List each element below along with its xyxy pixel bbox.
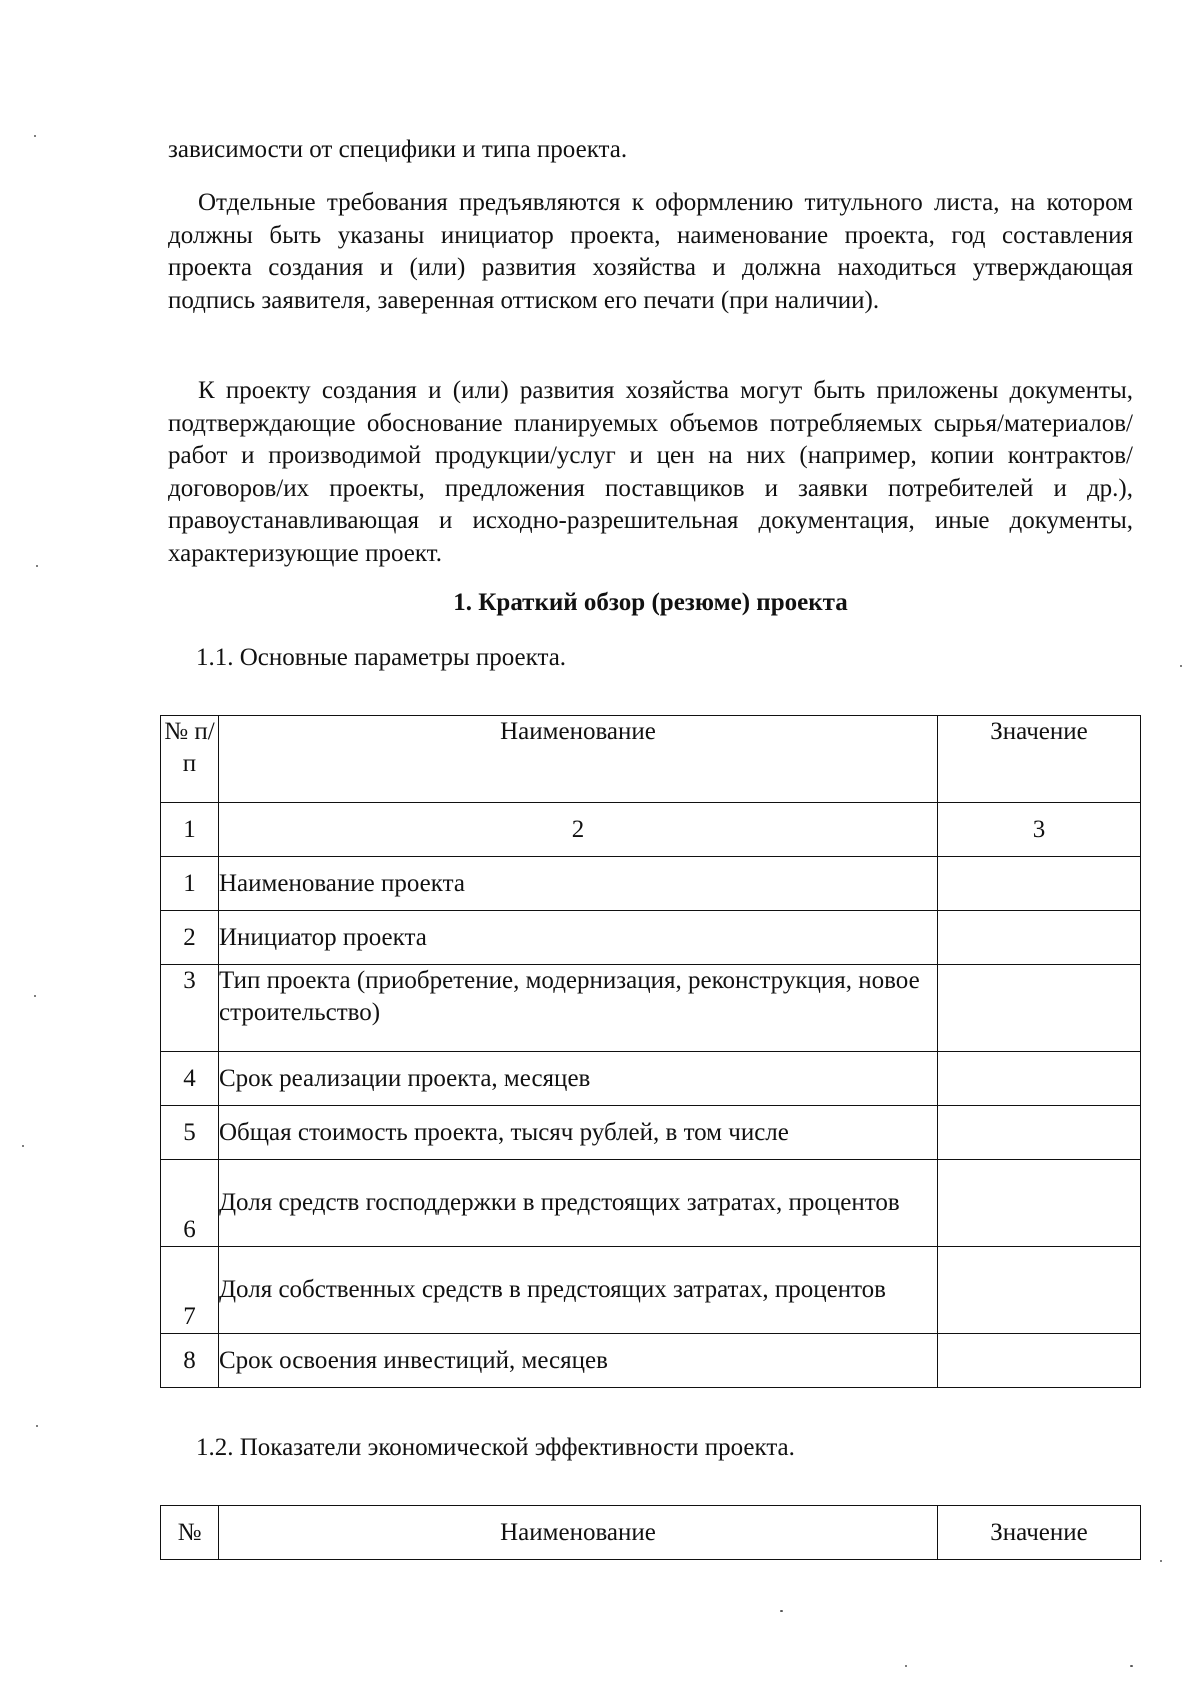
- row-value: [938, 1160, 1141, 1247]
- scan-speck: [780, 1610, 783, 1612]
- paragraph-title-page-requirements: Отдельные требования предъявляются к оформлению титульного листа, на котором должны быть указаны инициатор проекта, наименование проекта, год составления проекта создания и (или) развития хозяйства и должна находиться утверждающая подпись заявителя, заверенная оттиском его печати (при наличии).: [168, 189, 1133, 314]
- scan-speck: [1160, 1560, 1162, 1562]
- scan-speck: [1130, 1665, 1133, 1667]
- row-value: [938, 1106, 1141, 1160]
- row-num: 8: [161, 1334, 219, 1388]
- colnum-cell: 2: [219, 803, 938, 857]
- subsection-1-1-label: 1.1. Основные параметры проекта.: [196, 644, 567, 671]
- row-name: Инициатор проекта: [219, 911, 938, 965]
- row-value: [938, 911, 1141, 965]
- row-name: Доля собственных средств в предстоящих затратах, процентов: [219, 1247, 938, 1334]
- subsection-1-2-label: 1.2. Показатели экономической эффективности проекта.: [196, 1434, 795, 1461]
- table-row: [161, 1247, 1141, 1334]
- row-num: 5: [161, 1106, 219, 1160]
- section-heading: 1. Краткий обзор (резюме) проекта: [453, 589, 848, 616]
- row-value: [938, 1334, 1141, 1388]
- scan-speck: [1180, 665, 1182, 667]
- paragraph-continuation: зависимости от специфики и типа проекта.: [168, 136, 628, 163]
- table-row: [161, 1052, 1141, 1106]
- table-row: [161, 1160, 1141, 1247]
- row-num: 1: [161, 857, 219, 911]
- header-cell-num: № п/п: [161, 716, 219, 803]
- header-cell-num: №: [161, 1506, 219, 1560]
- header-cell-name: Наименование: [219, 1506, 938, 1560]
- parameters-table: [160, 715, 1141, 1388]
- header-cell-value: Значение: [938, 1506, 1141, 1560]
- row-value: [938, 1052, 1141, 1106]
- row-name: Срок освоения инвестиций, месяцев: [219, 1334, 938, 1388]
- table-header-row: [161, 716, 1141, 803]
- table-row: [161, 857, 1141, 911]
- scan-speck: [34, 135, 36, 137]
- row-value: [938, 857, 1141, 911]
- row-name: Общая стоимость проекта, тысяч рублей, в том числе: [219, 1106, 938, 1160]
- table-header-row: [161, 1506, 1141, 1560]
- scan-speck: [34, 995, 36, 997]
- row-num: 4: [161, 1052, 219, 1106]
- colnum-cell: 1: [161, 803, 219, 857]
- paragraph-attached-documents: К проекту создания и (или) развития хозяйства могут быть приложены документы, подтверждающие обоснование планируемых объемов потребляемых сырья/материалов/работ и производимой продукции/услуг и цен на них (например, копии контрактов/договоров/их проекты, предложения поставщиков и заявки потребителей и др.), правоустанавливающая и исходно-разрешительная документация, иные документы, характеризующие проект.: [168, 377, 1133, 567]
- row-num: 6: [161, 1160, 219, 1247]
- header-cell-name: Наименование: [219, 716, 938, 803]
- row-num: 7: [161, 1247, 219, 1334]
- table-row: [161, 911, 1141, 965]
- column-number-row: [161, 803, 1141, 857]
- table-row: [161, 1106, 1141, 1160]
- header-cell-value: Значение: [938, 716, 1141, 803]
- row-value: [938, 965, 1141, 1052]
- colnum-cell: 3: [938, 803, 1141, 857]
- row-name: Доля средств господдержки в предстоящих затратах, процентов: [219, 1160, 938, 1247]
- row-num: 3: [161, 965, 219, 1052]
- scan-speck: [36, 1425, 38, 1427]
- table-row: [161, 1334, 1141, 1388]
- scan-speck: [22, 1145, 24, 1147]
- scan-speck: [36, 565, 38, 567]
- row-name: Наименование проекта: [219, 857, 938, 911]
- row-name: Тип проекта (приобретение, модернизация, реконструкция, новое строительство): [219, 965, 938, 1052]
- row-value: [938, 1247, 1141, 1334]
- table-row: [161, 965, 1141, 1052]
- row-num: 2: [161, 911, 219, 965]
- efficiency-table: [160, 1505, 1141, 1560]
- row-name: Срок реализации проекта, месяцев: [219, 1052, 938, 1106]
- scan-speck: [905, 1665, 907, 1667]
